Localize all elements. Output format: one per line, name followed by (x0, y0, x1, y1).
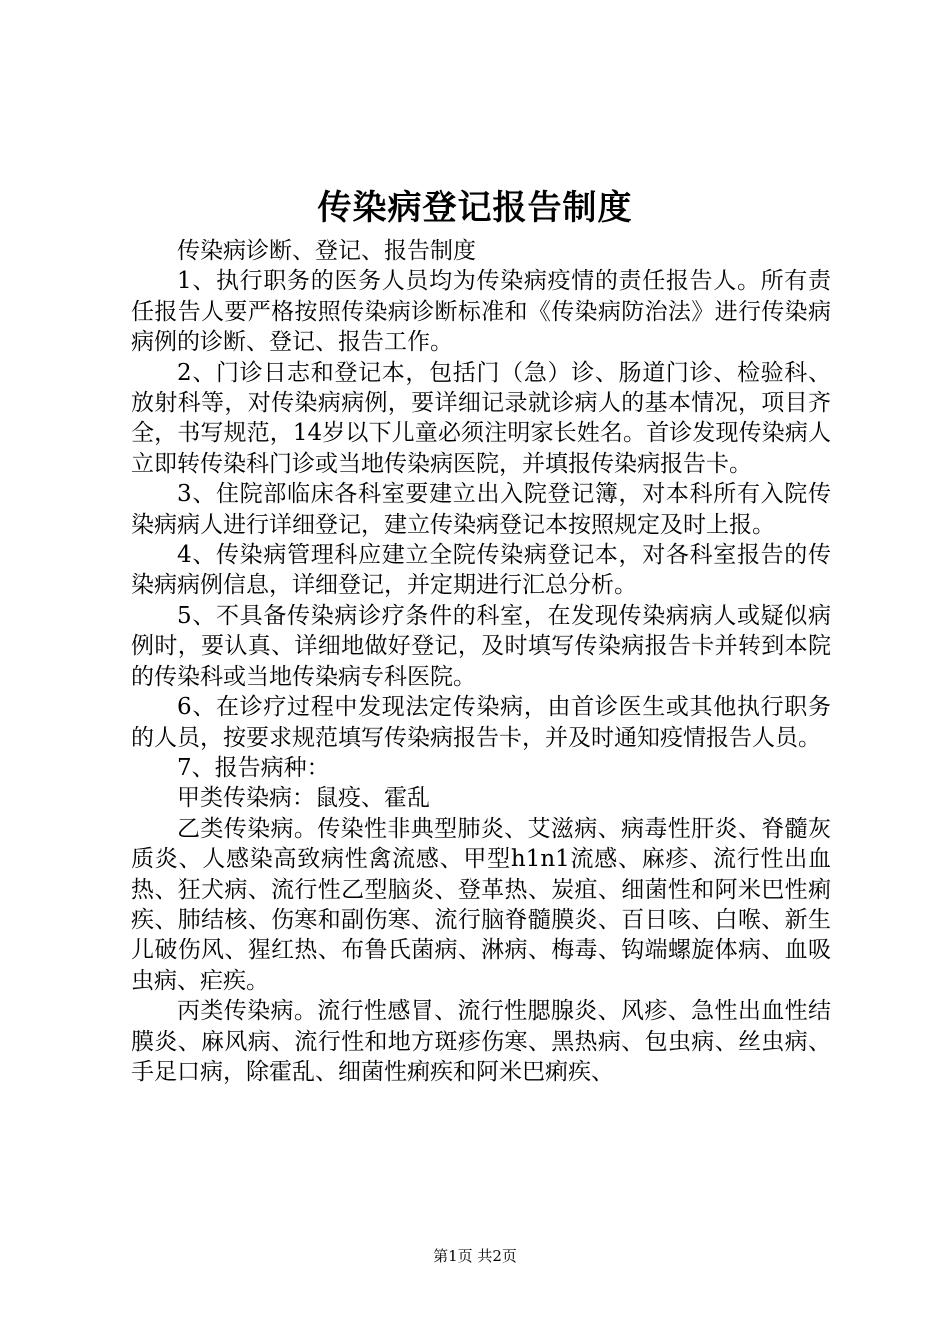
paragraph-subtitle: 传染病诊断、登记、报告制度 (177, 238, 476, 264)
document-body (131, 236, 831, 1087)
paragraph-item-7: 7、报告病种： (177, 754, 330, 781)
paragraph-item-4: 4、传染病管理科应建立全院传染病登记本，对各科室报告的传染病病例信息，详细登记，并定期进行汇总分析。 (131, 542, 831, 599)
paragraph-item-2: 2、门诊日志和登记本，包括门（急）诊、肠道门诊、检验科、放射科等，对传染病病例，要详细记录就诊病人的基本情况，项目齐全，书写规范，14岁以下儿童必须注明家长姓名。首诊发现传染病人立即转传染科门诊或当地传染病医院，并填报传染病报告卡。 (131, 359, 831, 477)
paragraph-item-5: 5、不具备传染病诊疗条件的科室，在发现传染病病人或疑似病例时，要认真、详细地做好登记，及时填写传染病报告卡并转到本院的传染科或当地传染病专科医院。 (131, 602, 831, 690)
paragraph-class-c: 丙类传染病。流行性感冒、流行性腮腺炎、风疹、急性出血性结膜炎、麻风病、流行性和地方斑疹伤寒、黑热病、包虫病、丝虫病、手足口病，除霍乱、细菌性痢疾和阿米巴痢疾、 (131, 998, 831, 1085)
page-title: 传染病登记报告制度 (317, 188, 633, 228)
paragraph-item-6: 6、在诊疗过程中发现法定传染病，由首诊医生或其他执行职务的人员，按要求规范填写传染病报告卡，并及时通知疫情报告人员。 (131, 694, 831, 751)
paragraph-class-b: 乙类传染病。传染性非典型肺炎、艾滋病、病毒性肝炎、脊髓灰质炎、人感染高致病性禽流感、甲型h1n1流感、麻疹、流行性出血热、狂犬病、流行性乙型脑炎、登革热、炭疽、细菌性和阿米巴性痢疾、肺结核、伤寒和副伤寒、流行脑脊髓膜炎、百日咳、白喉、新生儿破伤风、猩红热、布鲁氏菌病、淋病、梅毒、钩端螺旋体病、血吸虫病、疟疾。 (131, 815, 831, 994)
paragraph-class-a: 甲类传染病：鼠疫、霍乱 (177, 785, 430, 812)
paragraph-item-1: 1、执行职务的医务人员均为传染病疫情的责任报告人。所有责任报告人要严格按照传染病诊断标准和《传染病防治法》进行传染病病例的诊断、登记、报告工作。 (131, 268, 831, 356)
page-footer: 第1页 共2页 (433, 1247, 517, 1265)
paragraph-item-3: 3、住院部临床各科室要建立出入院登记簿，对本科所有入院传染病病人进行详细登记，建立传染病登记本按照规定及时上报。 (131, 481, 831, 538)
